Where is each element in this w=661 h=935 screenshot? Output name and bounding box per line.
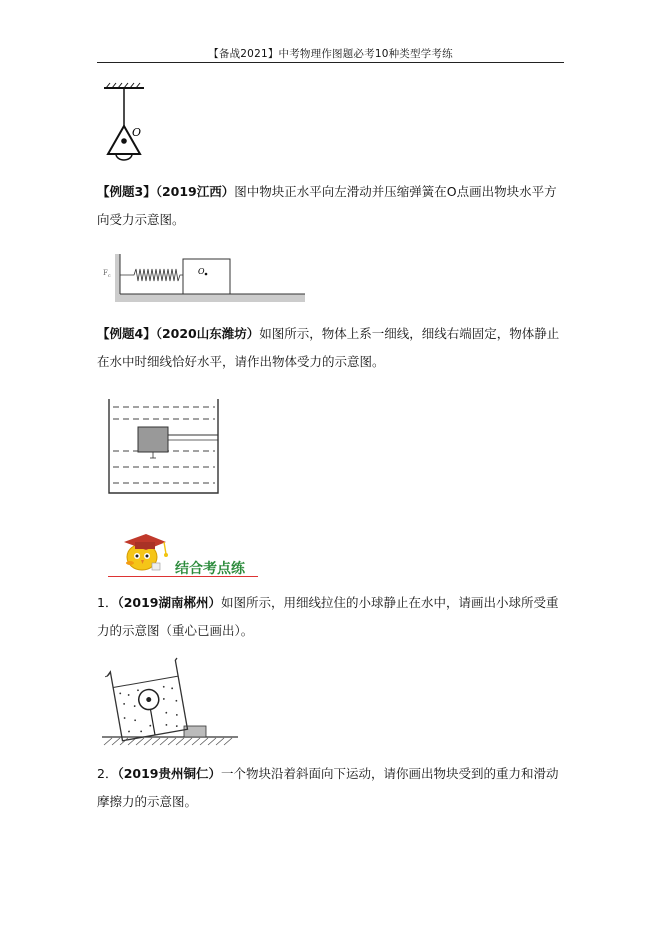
question-2-text: 一个物块沿着斜面向下运动，请你画出物块受到的重力和滑动摩擦力的示意图。 (97, 766, 559, 809)
block-label: O (198, 267, 205, 276)
example-3-tag: 【例题3】 (97, 184, 156, 199)
page-header: 【备战2021】中考物理作图题必考10种类型学考练 (208, 48, 453, 60)
example-3 (97, 178, 567, 234)
question-1-text: 如图所示，用细线拉住的小球静止在水中，请画出小球所受重力的示意图（重心已画出）。 (97, 595, 559, 638)
question-1-source: （2019湖南郴州） (117, 595, 221, 610)
mascot-icon (108, 530, 174, 576)
question-2-number: 2． (97, 766, 118, 781)
example-3-text: 图中物块正水平向左滑动并压缩弹簧在O点画出物块水平方向受力示意图。 (97, 184, 557, 227)
svg-text:Fc: $F_c$ (103, 269, 111, 279)
example-4-source: （2020山东潍坊） (155, 326, 260, 341)
water-tank-figure (105, 397, 225, 497)
question-1 (97, 589, 567, 645)
question-2 (97, 760, 567, 816)
example-4 (97, 320, 567, 376)
example-3-source: （2019江西） (155, 184, 235, 199)
question-1-number: 1． (97, 595, 118, 610)
header-divider (97, 62, 564, 63)
question-2-source: （2019贵州铜仁） (117, 766, 221, 781)
pivot-label: O (132, 126, 142, 139)
example-4-tag: 【例题4】 (97, 326, 156, 341)
example-4-text: 如图所示，物体上系一细线，细线右端固定，物体静止在水中时细线恰好水平，请作出物体受力的示意图。 (97, 326, 560, 369)
section-title: 结合考点练 (175, 561, 245, 577)
spring-block-figure (100, 253, 305, 305)
tilted-beaker-figure (100, 655, 240, 747)
hanging-triangle-figure (100, 82, 150, 162)
